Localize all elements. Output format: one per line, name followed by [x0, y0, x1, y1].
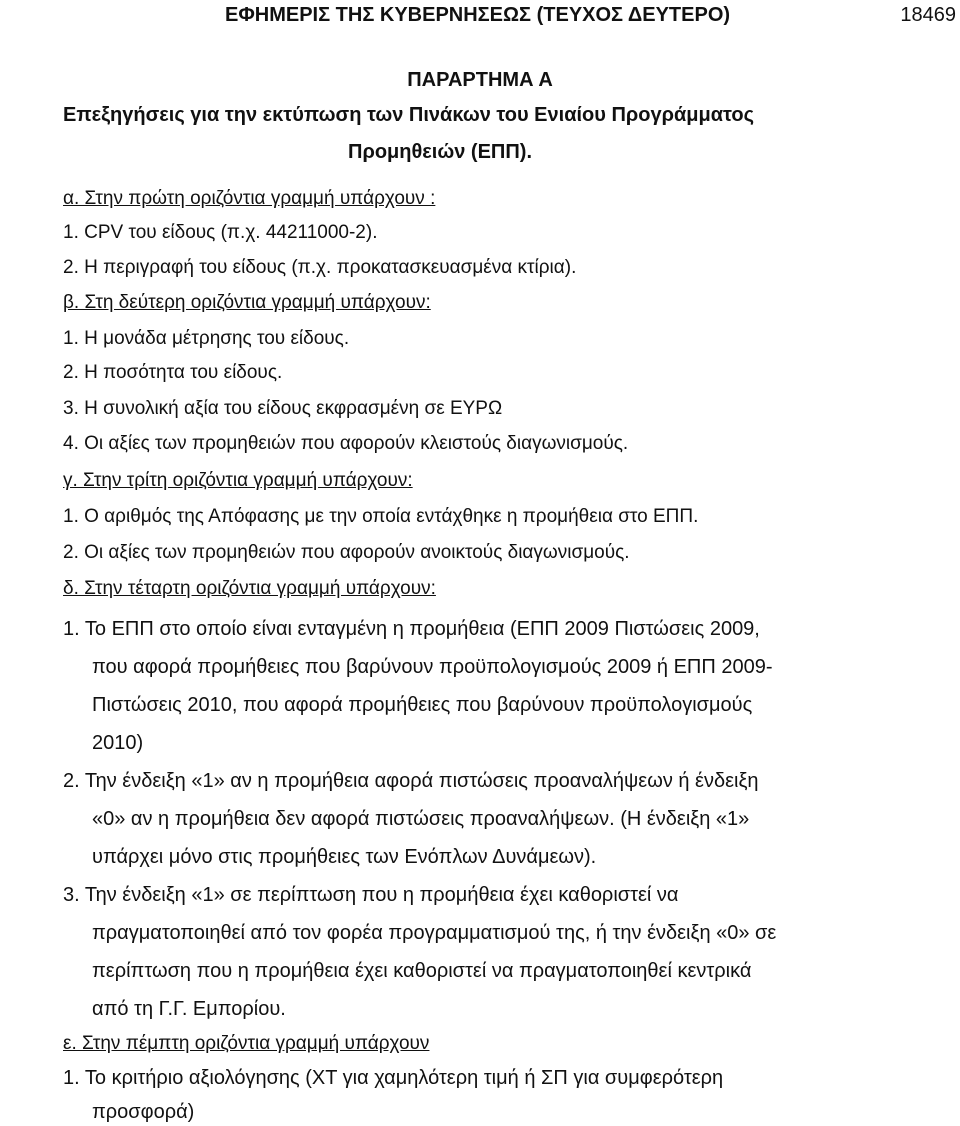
section-a-heading: α. Στην πρώτη οριζόντια γραμμή υπάρχουν :	[63, 188, 436, 209]
section-d-item-3-line-1: 3. Την ένδειξη «1» σε περίπτωση που η προμήθεια έχει καθοριστεί να	[63, 884, 679, 906]
section-e-item-1-line-1: 1. Το κριτήριο αξιολόγησης (ΧΤ για χαμηλότερη τιμή ή ΣΠ για συμφερότερη	[63, 1067, 724, 1089]
section-a-item-2: 2. Η περιγραφή του είδους (π.χ. προκατασκευασμένα κτίρια).	[63, 257, 577, 278]
page-number: 18469	[900, 4, 956, 26]
section-d-item-2-line-3: υπάρχει μόνο στις προμήθειες των Ενόπλων Δυνάμεων).	[92, 846, 597, 868]
section-d-item-1-line-2: που αφορά προμήθειες που βαρύνουν προϋπολογισμούς 2009 ή ΕΠΠ 2009-	[92, 656, 773, 678]
annex-title: ΠΑΡΑΡΤΗΜΑ Α	[407, 69, 553, 91]
section-d-item-3-line-4: από τη Γ.Γ. Εμπορίου.	[92, 998, 286, 1020]
section-e-item-1-line-2: προσφορά)	[92, 1101, 195, 1123]
section-c-item-1: 1. Ο αριθμός της Απόφασης με την οποία εντάχθηκε η προμήθεια στο ΕΠΠ.	[63, 506, 699, 527]
section-d-item-1-line-1: 1. Το ΕΠΠ στο οποίο είναι ενταγμένη η προμήθεια (ΕΠΠ 2009 Πιστώσεις 2009,	[63, 618, 760, 640]
section-d-item-3-line-2: πραγματοποιηθεί από τον φορέα προγραμματισμού της, ή την ένδειξη «0» σε	[92, 922, 777, 944]
section-b-item-1: 1. Η μονάδα μέτρησης του είδους.	[63, 328, 350, 349]
section-e-heading: ε. Στην πέμπτη οριζόντια γραμμή υπάρχουν	[63, 1033, 430, 1054]
section-a-item-1: 1. CPV του είδους (π.χ. 44211000-2).	[63, 222, 378, 243]
section-b-item-3: 3. Η συνολική αξία του είδους εκφρασμένη σε ΕΥΡΩ	[63, 398, 503, 419]
section-d-heading: δ. Στην τέταρτη οριζόντια γραμμή υπάρχουν:	[63, 578, 436, 599]
section-d-item-2-line-2: «0» αν η προμήθεια δεν αφορά πιστώσεις προαναλήψεων. (Η ένδειξη «1»	[92, 808, 750, 830]
section-c-heading: γ. Στην τρίτη οριζόντια γραμμή υπάρχουν:	[63, 470, 413, 491]
running-title: ΕΦΗΜΕΡΙΣ ΤΗΣ ΚΥΒΕΡΝΗΣΕΩΣ (ΤΕΥΧΟΣ ΔΕΥΤΕΡΟ)	[225, 4, 731, 26]
section-b-heading: β. Στη δεύτερη οριζόντια γραμμή υπάρχουν:	[63, 292, 431, 313]
section-d-item-2-line-1: 2. Την ένδειξη «1» αν η προμήθεια αφορά πιστώσεις προαναλήψεων ή ένδειξη	[63, 770, 759, 792]
section-d-item-1-line-3: Πιστώσεις 2010, που αφορά προμήθειες που βαρύνουν προϋπολογισμούς	[92, 694, 753, 716]
annex-subtitle-line-1: Επεξηγήσεις για την εκτύπωση των Πινάκων του Ενιαίου Προγράμματος	[63, 104, 755, 126]
section-d-item-1-line-4: 2010)	[92, 732, 144, 754]
section-b-item-2: 2. Η ποσότητα του είδους.	[63, 362, 283, 383]
section-c-item-2: 2. Οι αξίες των προμηθειών που αφορούν ανοικτούς διαγωνισμούς.	[63, 542, 630, 563]
section-d-item-3-line-3: περίπτωση που η προμήθεια έχει καθοριστεί να πραγματοποιηθεί κεντρικά	[92, 960, 752, 982]
page-header	[0, 4, 960, 30]
annex-subtitle-line-2: Προμηθειών (ΕΠΠ).	[348, 141, 533, 163]
section-b-item-4: 4. Οι αξίες των προμηθειών που αφορούν κλειστούς διαγωνισμούς.	[63, 433, 629, 454]
